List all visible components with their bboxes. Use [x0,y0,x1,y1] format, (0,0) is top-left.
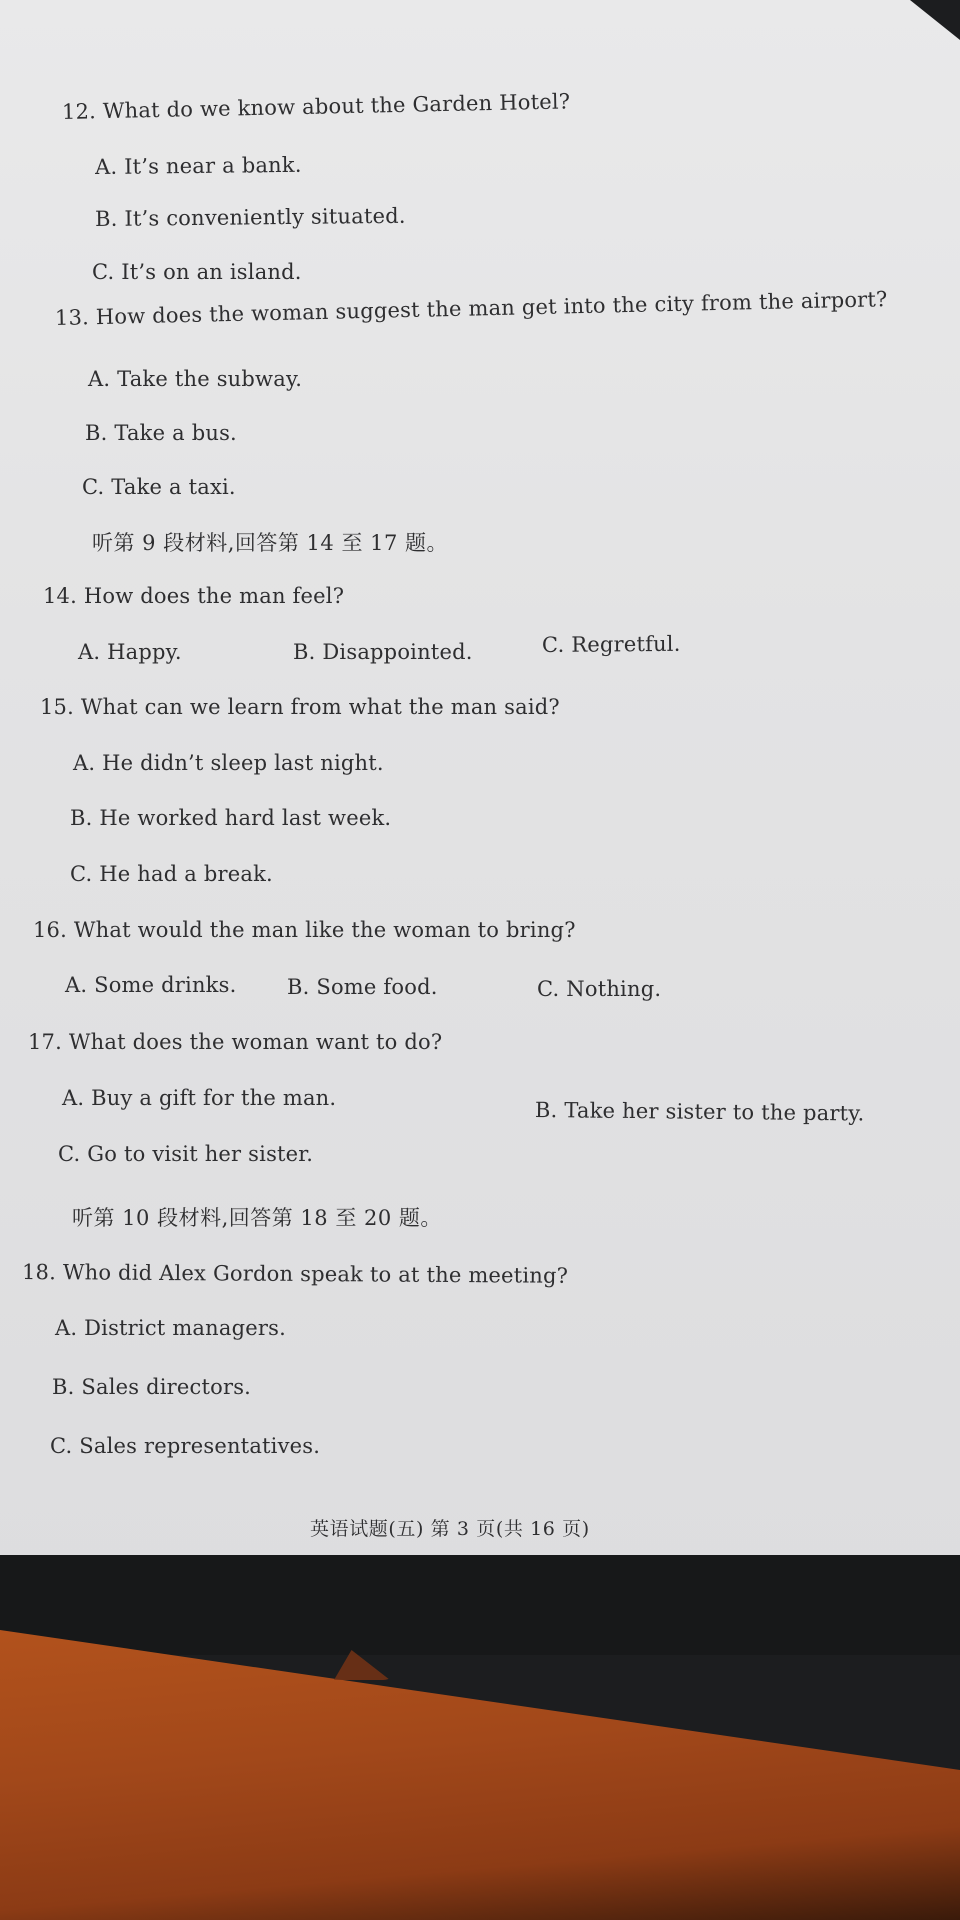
q17-option-a: A. Buy a gift for the man. [62,1086,337,1110]
q13-option-c: C. Take a taxi. [82,475,236,499]
question-12: 12. What do we know about the Garden Hotel? [61,89,571,124]
q14-option-b: B. Disappointed. [293,640,473,664]
question-18: 18. Who did Alex Gordon speak to at the meeting? [21,1260,569,1288]
q18-option-a: A. District managers. [55,1316,286,1340]
page-shadow [0,1555,960,1655]
q16-option-a: A. Some drinks. [65,973,237,997]
q12-option-b: B. It’s conveniently situated. [94,203,406,231]
section-10-instruction: 听第 10 段材料,回答第 18 至 20 题。 [72,1206,442,1230]
q14-option-c: C. Regretful. [541,631,681,657]
wooden-desk [0,1630,960,1920]
q13-option-b: B. Take a bus. [85,421,237,445]
q15-option-b: B. He worked hard last week. [70,806,392,830]
question-14: 14. How does the man feel? [43,584,345,608]
page-footer: 英语试题(五) 第 3 页(共 16 页) [310,1518,590,1540]
q16-option-b: B. Some food. [287,975,438,999]
q15-option-c: C. He had a break. [70,862,273,886]
q18-option-c: C. Sales representatives. [50,1434,321,1458]
q12-option-a: A. It’s near a bank. [94,152,302,179]
q12-option-c: C. It’s on an island. [92,260,302,284]
q17-option-b: B. Take her sister to the party. [534,1098,865,1126]
q13-option-a: A. Take the subway. [88,367,303,391]
q17-option-c: C. Go to visit her sister. [58,1142,314,1166]
q16-option-c: C. Nothing. [537,977,662,1001]
question-17: 17. What does the woman want to do? [28,1030,443,1054]
q15-option-a: A. He didn’t sleep last night. [73,751,384,775]
section-9-instruction: 听第 9 段材料,回答第 14 至 17 题。 [92,531,449,555]
question-15: 15. What can we learn from what the man said? [40,695,560,719]
q14-option-a: A. Happy. [78,640,182,664]
question-16: 16. What would the man like the woman to bring? [33,918,576,942]
question-13: 13. How does the woman suggest the man get into the city from the airport? [54,287,888,330]
q18-option-b: B. Sales directors. [52,1375,252,1399]
